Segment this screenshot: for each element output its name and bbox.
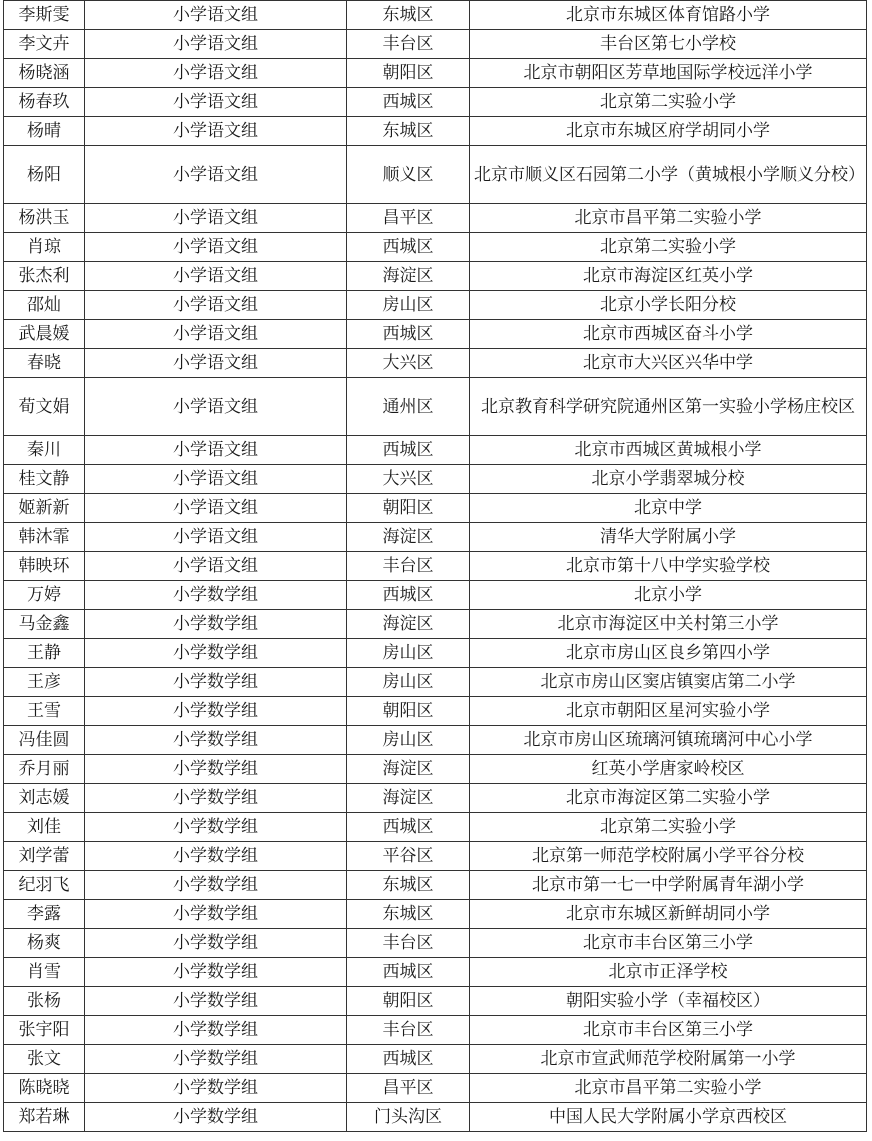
school-cell: 北京市房山区窦店镇窦店第二小学 — [470, 668, 867, 697]
name-cell: 张宇阳 — [4, 1016, 85, 1045]
school-cell: 北京市东城区新鲜胡同小学 — [470, 900, 867, 929]
school-cell: 北京市大兴区兴华中学 — [470, 349, 867, 378]
district-cell: 西城区 — [347, 581, 470, 610]
table-row — [4, 494, 867, 523]
district-cell: 西城区 — [347, 233, 470, 262]
school-cell: 北京小学长阳分校 — [470, 291, 867, 320]
table-row — [4, 552, 867, 581]
group-cell: 小学数学组 — [85, 1045, 347, 1074]
district-cell: 顺义区 — [347, 146, 470, 204]
school-cell: 丰台区第七小学校 — [470, 30, 867, 59]
district-cell: 丰台区 — [347, 1016, 470, 1045]
name-cell: 刘学蕾 — [4, 842, 85, 871]
name-cell: 王雪 — [4, 697, 85, 726]
group-cell: 小学语文组 — [85, 146, 347, 204]
school-cell: 北京市西城区奋斗小学 — [470, 320, 867, 349]
table-row — [4, 726, 867, 755]
name-cell: 邵灿 — [4, 291, 85, 320]
group-cell: 小学数学组 — [85, 987, 347, 1016]
name-cell: 韩映环 — [4, 552, 85, 581]
table-row — [4, 639, 867, 668]
district-cell: 房山区 — [347, 668, 470, 697]
table-row — [4, 813, 867, 842]
school-cell: 北京市昌平第二实验小学 — [470, 204, 867, 233]
group-cell: 小学数学组 — [85, 697, 347, 726]
table-row — [4, 204, 867, 233]
school-cell: 北京市正泽学校 — [470, 958, 867, 987]
school-cell: 北京市东城区体育馆路小学 — [470, 1, 867, 30]
school-cell: 北京小学 — [470, 581, 867, 610]
school-cell: 北京市第十八中学实验学校 — [470, 552, 867, 581]
group-cell: 小学语文组 — [85, 349, 347, 378]
name-cell: 武晨媛 — [4, 320, 85, 349]
table-row — [4, 755, 867, 784]
table-row — [4, 1, 867, 30]
name-cell: 肖雪 — [4, 958, 85, 987]
school-cell: 北京市东城区府学胡同小学 — [470, 117, 867, 146]
group-cell: 小学语文组 — [85, 494, 347, 523]
table-row — [4, 30, 867, 59]
district-cell: 海淀区 — [347, 610, 470, 639]
school-cell: 北京市昌平第二实验小学 — [470, 1074, 867, 1103]
name-cell: 杨洪玉 — [4, 204, 85, 233]
district-cell: 西城区 — [347, 320, 470, 349]
name-cell: 郑若琳 — [4, 1103, 85, 1132]
school-cell: 清华大学附属小学 — [470, 523, 867, 552]
district-cell: 海淀区 — [347, 523, 470, 552]
roster-table — [3, 0, 867, 1132]
group-cell: 小学语文组 — [85, 465, 347, 494]
group-cell: 小学语文组 — [85, 233, 347, 262]
table-row — [4, 523, 867, 552]
name-cell: 刘佳 — [4, 813, 85, 842]
group-cell: 小学语文组 — [85, 320, 347, 349]
group-cell: 小学语文组 — [85, 1, 347, 30]
school-cell: 北京第二实验小学 — [470, 233, 867, 262]
district-cell: 西城区 — [347, 958, 470, 987]
table-row — [4, 610, 867, 639]
name-cell: 纪羽飞 — [4, 871, 85, 900]
table-row — [4, 320, 867, 349]
school-cell: 北京第二实验小学 — [470, 813, 867, 842]
name-cell: 杨春玖 — [4, 88, 85, 117]
district-cell: 西城区 — [347, 88, 470, 117]
name-cell: 桂文静 — [4, 465, 85, 494]
table-row — [4, 784, 867, 813]
district-cell: 东城区 — [347, 1, 470, 30]
school-cell: 北京市海淀区中关村第三小学 — [470, 610, 867, 639]
table-row — [4, 378, 867, 436]
name-cell: 冯佳圆 — [4, 726, 85, 755]
district-cell: 朝阳区 — [347, 494, 470, 523]
name-cell: 春晓 — [4, 349, 85, 378]
name-cell: 韩沐霏 — [4, 523, 85, 552]
district-cell: 海淀区 — [347, 755, 470, 784]
school-cell: 北京市丰台区第三小学 — [470, 1016, 867, 1045]
table-row — [4, 88, 867, 117]
district-cell: 朝阳区 — [347, 697, 470, 726]
name-cell: 张杰利 — [4, 262, 85, 291]
group-cell: 小学数学组 — [85, 581, 347, 610]
table-row — [4, 233, 867, 262]
group-cell: 小学数学组 — [85, 755, 347, 784]
school-cell: 北京市房山区琉璃河镇琉璃河中心小学 — [470, 726, 867, 755]
name-cell: 杨爽 — [4, 929, 85, 958]
school-cell: 中国人民大学附属小学京西校区 — [470, 1103, 867, 1132]
group-cell: 小学数学组 — [85, 813, 347, 842]
school-cell: 朝阳实验小学（幸福校区） — [470, 987, 867, 1016]
name-cell: 万婷 — [4, 581, 85, 610]
name-cell: 马金鑫 — [4, 610, 85, 639]
table-row — [4, 929, 867, 958]
group-cell: 小学数学组 — [85, 784, 347, 813]
name-cell: 杨阳 — [4, 146, 85, 204]
district-cell: 西城区 — [347, 1045, 470, 1074]
district-cell: 房山区 — [347, 726, 470, 755]
group-cell: 小学数学组 — [85, 1016, 347, 1045]
group-cell: 小学数学组 — [85, 1074, 347, 1103]
school-cell: 北京中学 — [470, 494, 867, 523]
table-row — [4, 59, 867, 88]
table-row — [4, 1045, 867, 1074]
group-cell: 小学语文组 — [85, 436, 347, 465]
table-row — [4, 349, 867, 378]
table-row — [4, 1103, 867, 1132]
school-cell: 北京市房山区良乡第四小学 — [470, 639, 867, 668]
name-cell: 李文卉 — [4, 30, 85, 59]
school-cell: 北京教育科学研究院通州区第一实验小学杨庄校区 — [470, 378, 867, 436]
school-cell: 北京第二实验小学 — [470, 88, 867, 117]
name-cell: 荀文娟 — [4, 378, 85, 436]
school-cell: 北京市丰台区第三小学 — [470, 929, 867, 958]
name-cell: 肖琼 — [4, 233, 85, 262]
district-cell: 海淀区 — [347, 262, 470, 291]
district-cell: 平谷区 — [347, 842, 470, 871]
name-cell: 李斯雯 — [4, 1, 85, 30]
group-cell: 小学数学组 — [85, 929, 347, 958]
school-cell: 北京市朝阳区芳草地国际学校远洋小学 — [470, 59, 867, 88]
district-cell: 房山区 — [347, 291, 470, 320]
district-cell: 东城区 — [347, 900, 470, 929]
name-cell: 王静 — [4, 639, 85, 668]
district-cell: 西城区 — [347, 813, 470, 842]
table-row — [4, 900, 867, 929]
school-cell: 红英小学唐家岭校区 — [470, 755, 867, 784]
group-cell: 小学语文组 — [85, 262, 347, 291]
school-cell: 北京市朝阳区星河实验小学 — [470, 697, 867, 726]
table-row — [4, 958, 867, 987]
group-cell: 小学语文组 — [85, 30, 347, 59]
name-cell: 陈晓晓 — [4, 1074, 85, 1103]
school-cell: 北京小学翡翠城分校 — [470, 465, 867, 494]
group-cell: 小学语文组 — [85, 291, 347, 320]
table-row — [4, 1016, 867, 1045]
district-cell: 房山区 — [347, 639, 470, 668]
name-cell: 乔月丽 — [4, 755, 85, 784]
district-cell: 丰台区 — [347, 552, 470, 581]
group-cell: 小学语文组 — [85, 552, 347, 581]
group-cell: 小学语文组 — [85, 59, 347, 88]
name-cell: 杨晴 — [4, 117, 85, 146]
table-row — [4, 842, 867, 871]
group-cell: 小学数学组 — [85, 958, 347, 987]
table-row — [4, 291, 867, 320]
group-cell: 小学语文组 — [85, 117, 347, 146]
district-cell: 昌平区 — [347, 1074, 470, 1103]
district-cell: 大兴区 — [347, 465, 470, 494]
group-cell: 小学数学组 — [85, 726, 347, 755]
group-cell: 小学数学组 — [85, 871, 347, 900]
group-cell: 小学语文组 — [85, 88, 347, 117]
table-row — [4, 117, 867, 146]
table-row — [4, 697, 867, 726]
district-cell: 丰台区 — [347, 929, 470, 958]
district-cell: 门头沟区 — [347, 1103, 470, 1132]
school-cell: 北京市第一七一中学附属青年湖小学 — [470, 871, 867, 900]
group-cell: 小学数学组 — [85, 842, 347, 871]
district-cell: 通州区 — [347, 378, 470, 436]
district-cell: 丰台区 — [347, 30, 470, 59]
table-row — [4, 436, 867, 465]
group-cell: 小学语文组 — [85, 378, 347, 436]
district-cell: 朝阳区 — [347, 59, 470, 88]
district-cell: 昌平区 — [347, 204, 470, 233]
group-cell: 小学语文组 — [85, 523, 347, 552]
group-cell: 小学数学组 — [85, 1103, 347, 1132]
district-cell: 东城区 — [347, 871, 470, 900]
district-cell: 朝阳区 — [347, 987, 470, 1016]
group-cell: 小学语文组 — [85, 204, 347, 233]
name-cell: 杨晓涵 — [4, 59, 85, 88]
table-row — [4, 146, 867, 204]
name-cell: 李露 — [4, 900, 85, 929]
school-cell: 北京市顺义区石园第二小学（黄城根小学顺义分校） — [470, 146, 867, 204]
table-row — [4, 1074, 867, 1103]
group-cell: 小学数学组 — [85, 668, 347, 697]
district-cell: 海淀区 — [347, 784, 470, 813]
district-cell: 西城区 — [347, 436, 470, 465]
name-cell: 张杨 — [4, 987, 85, 1016]
table-row — [4, 871, 867, 900]
roster-body — [4, 1, 867, 1132]
school-cell: 北京市海淀区第二实验小学 — [470, 784, 867, 813]
group-cell: 小学数学组 — [85, 610, 347, 639]
table-row — [4, 668, 867, 697]
group-cell: 小学数学组 — [85, 900, 347, 929]
group-cell: 小学数学组 — [85, 639, 347, 668]
district-cell: 东城区 — [347, 117, 470, 146]
school-cell: 北京市海淀区红英小学 — [470, 262, 867, 291]
school-cell: 北京市宣武师范学校附属第一小学 — [470, 1045, 867, 1074]
district-cell: 大兴区 — [347, 349, 470, 378]
table-row — [4, 262, 867, 291]
name-cell: 王彦 — [4, 668, 85, 697]
table-row — [4, 581, 867, 610]
table-row — [4, 465, 867, 494]
name-cell: 张文 — [4, 1045, 85, 1074]
name-cell: 秦川 — [4, 436, 85, 465]
name-cell: 刘志媛 — [4, 784, 85, 813]
table-row — [4, 987, 867, 1016]
school-cell: 北京市西城区黄城根小学 — [470, 436, 867, 465]
name-cell: 姬新新 — [4, 494, 85, 523]
school-cell: 北京第一师范学校附属小学平谷分校 — [470, 842, 867, 871]
